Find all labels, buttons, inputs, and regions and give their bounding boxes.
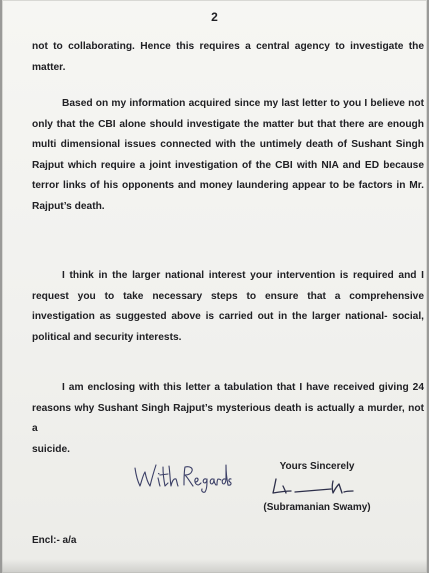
paragraph-line: investigation as suggested above is carried out in the larger national- social, — [32, 311, 424, 322]
handwritten-note — [132, 458, 232, 494]
paragraph-enclosure — [32, 378, 424, 460]
paragraph-line: Rajput’s death. — [32, 200, 105, 212]
paragraph-line: reasons why Sushant Singh Rajput’s mysterious death is actually a murder, not a — [32, 402, 424, 434]
paragraph-line: Rajput which require a joint investigation of the CBI with NIA and ED because — [32, 159, 424, 171]
paragraph-line: suicide. — [32, 443, 70, 455]
handwritten-signature — [267, 476, 357, 498]
page-number: 2 — [211, 10, 218, 24]
closing-text: Yours Sincerely — [279, 461, 355, 472]
signatory-name: (Subramanian Swamy) — [263, 502, 371, 513]
paragraph-line: I am enclosing with this letter a tabulation that I have received giving 24 — [62, 382, 424, 393]
paragraph-line: request you to take necessary steps to ensure that a comprehensive — [32, 290, 424, 302]
paragraph-line: Based on my information acquired since my last letter to you I believe not — [62, 98, 424, 109]
paragraph-information — [32, 94, 424, 217]
paragraph-line: not to collaborating. Hence this requires a central agency to investigate the — [32, 41, 424, 52]
paragraph-line: only that the CBI alone should investigate the matter but that there are enough — [32, 118, 424, 130]
paragraph-line: political and security interests. — [32, 331, 182, 343]
letter-page — [2, 0, 427, 573]
paragraph-line: matter. — [32, 61, 66, 73]
paragraph-intervention — [32, 266, 424, 348]
paragraph-line: I think in the larger national interest your intervention is required and I — [62, 270, 424, 281]
paragraph-continuation — [32, 37, 424, 78]
paragraph-line: terror links of his opponents and money laundering appear to be factors in Mr. — [32, 180, 424, 191]
paragraph-line: multi dimensional issues connected with the untimely death of Sushant Singh — [32, 139, 424, 150]
enclosure-note: Encl:- a/a — [32, 535, 77, 546]
page-edge-shadow — [2, 559, 427, 573]
